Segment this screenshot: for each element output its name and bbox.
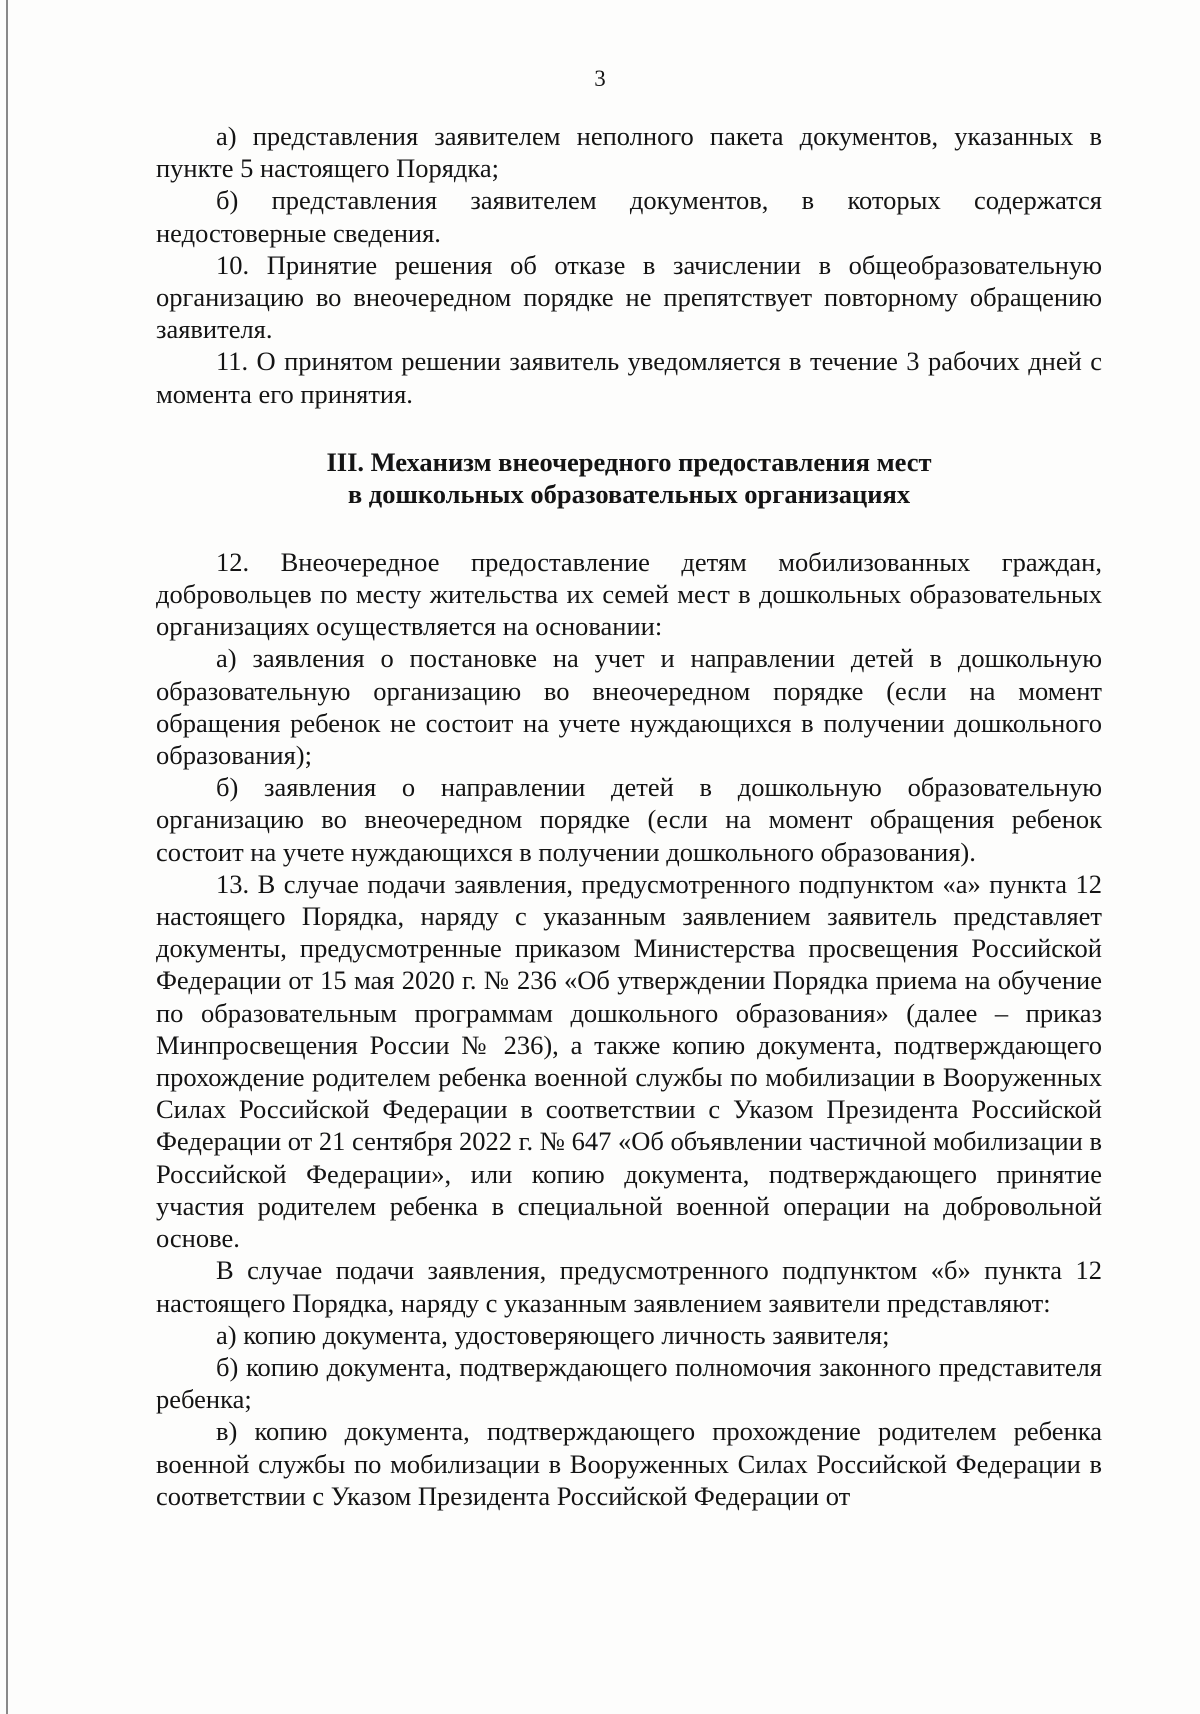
- paragraph-13-item-c: в) копию документа, подтверждающего прохождение родителем ребенка военной службы по мобилизации в Вооруженных Силах Российской Федерации в соответствии с Указом Президента Российской Федерации от: [156, 1416, 1102, 1511]
- paragraph-9a: а) представления заявителем неполного пакета документов, указанных в пункте 5 настоящего Порядка;: [156, 121, 1102, 184]
- paragraph-11: 11. О принятом решении заявитель уведомляется в течение 3 рабочих дней с момента его принятия.: [156, 346, 1102, 409]
- paragraph-13-item-a: а) копию документа, удостоверяющего личность заявителя;: [216, 1319, 890, 1350]
- paragraph-13-item-b: б) копию документа, подтверждающего полномочия законного представителя ребенка;: [156, 1351, 1102, 1415]
- section-heading-line-1: III. Механизм внеочередного предоставления мест: [326, 446, 932, 477]
- paragraph-10: 10. Принятие решения об отказе в зачислении в общеобразовательную организацию во внеочередном порядке не препятствует повторному обращению заявителя.: [156, 249, 1102, 345]
- paragraph-12: 12. Внеочередное предоставление детям мобилизованных граждан, добровольцев по месту жительства их семей мест в дошкольных образовательных организациях осуществляется на основании:: [156, 546, 1102, 642]
- paragraph-12b: б) заявления о направлении детей в дошкольную образовательную организацию во внеочередном порядке (если на момент обращения ребенок состоит на учете нуждающихся в получении дошкольного образования).: [156, 772, 1102, 867]
- section-heading: [156, 446, 1102, 510]
- paragraph-12a: а) заявления о постановке на учет и направлении детей в дошкольную образовательную организацию во внеочередном порядке (если на момент обращения ребенок не состоит на учете нуждающихся в получении дошкольного образования);: [156, 643, 1102, 771]
- section-heading-line-2: в дошкольных образовательных организациях: [347, 478, 911, 509]
- page-number: 3: [594, 66, 606, 91]
- scan-edge-line: [6, 0, 8, 1714]
- document-body: [156, 120, 1102, 1512]
- paragraph-13-case-b: В случае подачи заявления, предусмотренного подпунктом «б» пункта 12 настоящего Порядка, наряду с указанным заявлением заявители представляют:: [156, 1255, 1102, 1318]
- paragraph-13: 13. В случае подачи заявления, предусмотренного подпунктом «а» пункта 12 настоящего Порядка, наряду с указанным заявлением заявитель представляет документы, предусмотренные приказом Министерства просвещения Российской Федерации от 15 мая 2020 г. № 236 «Об утверждении Порядка приема на обучение по образовательным программам дошкольного образования» (далее – приказ Минпросвещения России № 236), а также копию документа, подтверждающего прохождение родителем ребенка военной службы по мобилизации в Вооруженных Силах Российской Федерации в соответствии с Указом Президента Российской Федерации от 21 сентября 2022 г. № 647 «Об объявлении частичной мобилизации в Российской Федерации», или копию документа, подтверждающего принятие участия родителем ребенка в специальной военной операции на добровольной основе.: [156, 868, 1103, 1254]
- paragraph-9b: б) представления заявителем документов, в которых содержатся недостоверные сведения.: [156, 185, 1102, 248]
